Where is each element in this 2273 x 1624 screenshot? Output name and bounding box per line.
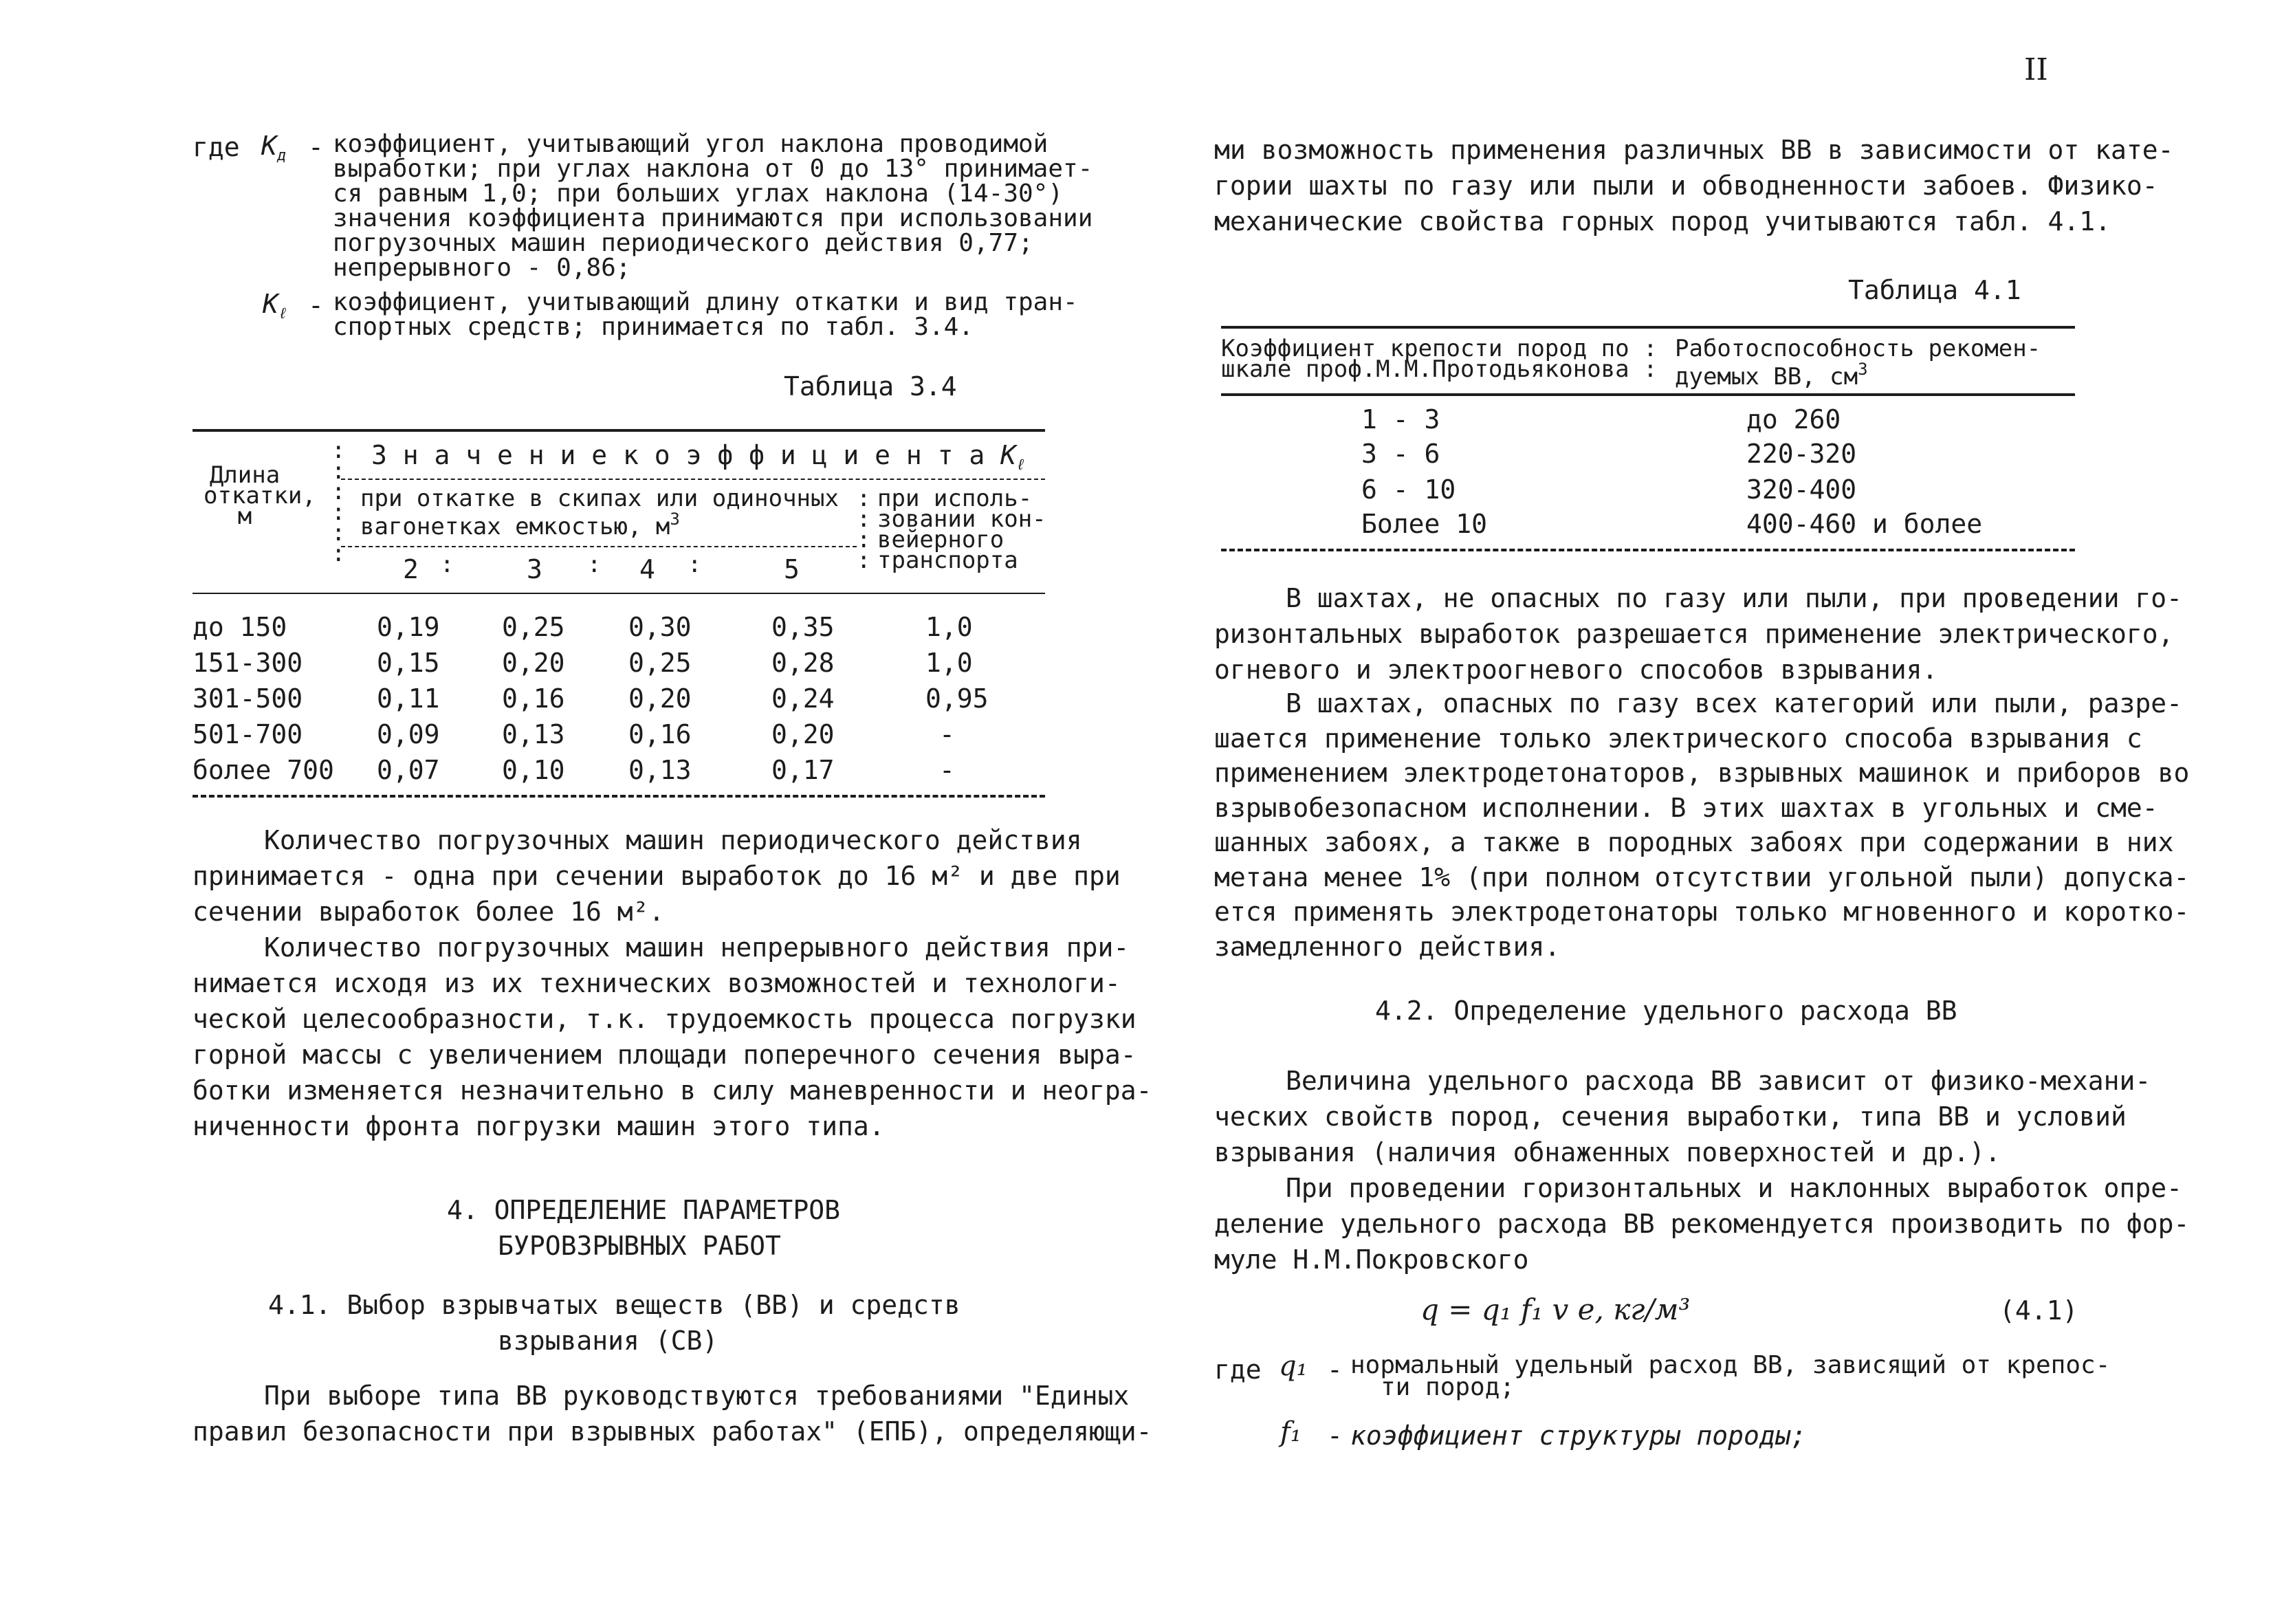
kd-symbol: $K_д$ — [261, 131, 287, 164]
table-title: Таблица 3.4 — [784, 371, 957, 402]
kl-dash: - — [308, 290, 324, 320]
table-top-rule — [1221, 326, 2075, 329]
table-title: Таблица 4.1 — [1848, 275, 2021, 305]
q1-dash: - — [1327, 1354, 1343, 1385]
def-line: непрерывного - 0,86; — [333, 254, 631, 282]
cell-value: 1,0 — [925, 648, 973, 678]
cell-hardness: 6 - 10 — [1361, 474, 1456, 505]
cell-hardness: 3 - 6 — [1361, 439, 1440, 469]
paragraph: Величина удельного расхода ВВ зависит от физико-механи- ческих свойств пород, сечения выработки, типа ВВ и условий взрывания (наличия обнаженных поверхностей и др.). — [1214, 1066, 2151, 1167]
paragraph: Количество погрузочных машин периодического действия принимается - одна при сечении выработок до 16 м² и две при сечении выработок более 16 м². — [193, 825, 1121, 927]
subsection-heading: 4.1. Выбор взрывчатых веществ (ВВ) и средств взрывания (СВ) — [268, 1290, 960, 1356]
cell-value: 0,25 — [628, 648, 692, 678]
cell-value: 0,16 — [502, 683, 565, 714]
def-line: коэффициент, учитывающий длину откатки и вид тран- — [333, 288, 1078, 316]
subsection-heading: 4.2. Определение удельного расхода ВВ — [1375, 996, 1957, 1026]
paragraph: В шахтах, опасных по газу всех категорий или пыли, разре- шается применение только электрического способа взрывания с применением электродетонаторов, взрывных машинок и приборов во взрывобезопасном исполнении. В этих шахтах в угольных и сме- шанных забоях, а также в породных забоях при содержании в них метана менее 1% (при полном отсутствии угольной пыли) допуска- ется применять электродетонаторы только мгновенного и коротко- замедленного действия. — [1214, 688, 2190, 962]
col-header-work: Работоспособность рекомен- дуемых ВВ, $см^3$ — [1675, 335, 2041, 391]
header-bottom-rule — [1221, 393, 2075, 396]
span-header: З н а ч е н и е к о э ф ф и ц и е н т а $K_\ell$ — [371, 440, 1026, 474]
cell-value: 0,24 — [771, 683, 835, 714]
def-line: значения коэффициента принимаются при использовании — [333, 204, 1093, 232]
cell-value: 0,16 — [628, 719, 692, 749]
cell-value: 0,13 — [628, 755, 692, 785]
formula-number: (4.1) — [1999, 1295, 2078, 1326]
cell-length: более 700 — [193, 755, 334, 785]
cell-value: 0,20 — [771, 719, 835, 749]
cell-work: 400-460 и более — [1746, 509, 1983, 539]
cell-value: 0,15 — [377, 648, 440, 678]
subcol-header: 5 — [784, 554, 800, 584]
page-number: II — [2024, 52, 2048, 87]
def-line: ся равным 1,0; при больших углах наклона (14-30°) — [333, 179, 1064, 208]
def-line: спортных средств; принимается по табл. 3.4. — [333, 313, 974, 341]
cell-hardness: Более 10 — [1361, 509, 1488, 539]
kd-dash: - — [308, 132, 324, 162]
cell-value: 0,35 — [771, 612, 835, 642]
table-top-rule — [193, 429, 1045, 432]
cell-value: 0,20 — [628, 683, 692, 714]
cell-work: 320-400 — [1746, 474, 1857, 505]
subcol-header: 2 — [403, 554, 419, 584]
cell-value: 0,09 — [377, 719, 440, 749]
paragraph: ми возможность применения различных ВВ в зависимости от кате- гории шахты по газу или пыли и обводненности забоев. Физико- механические свойства горных пород учитываются табл. 4.1. — [1214, 135, 2174, 237]
paragraph: Количество погрузочных машин непрерывного действия при- нимается исходя из их технических возможностей и технологи- ческой целесообразности, т.к. трудоемкость процесса погрузки горной массы с увеличением площади поперечного сечения выра- ботки изменяется незначительно в силу маневренности и неогра- ниченности фронта погрузки машин этого типа. — [193, 932, 1152, 1141]
conveyor-header: при исполь- зовании кон- вейерного транспорта — [877, 485, 1046, 574]
cell-length: до 150 — [193, 612, 287, 642]
cell-value: 0,10 — [502, 755, 565, 785]
cell-value: 0,19 — [377, 612, 440, 642]
cell-value: 0,17 — [771, 755, 835, 785]
cell-value: 0,25 — [502, 612, 565, 642]
cell-value: 1,0 — [925, 612, 973, 642]
cell-length: 501-700 — [193, 719, 303, 749]
kl-definition — [333, 290, 1078, 340]
cell-value: 0,07 — [377, 755, 440, 785]
skip-header: при откатке в скипах или одиночных вагонетках емкостью, $м^3$ — [360, 485, 839, 540]
def-line: коэффициент, учитывающий угол наклона проводимой — [333, 130, 1048, 158]
colon-separator: : : : : : : — [331, 437, 346, 567]
paragraph: В шахтах, не опасных по газу или пыли, при проведении го- ризонтальных выработок разрешается применение электрического, огневого и электроогневого способов взрывания. — [1214, 583, 2183, 685]
cell-value: 0,13 — [502, 719, 565, 749]
f1-definition: коэффициент структуры породы; — [1350, 1420, 1807, 1451]
colon-separator: : — [587, 551, 602, 578]
cell-value: 0,30 — [628, 612, 692, 642]
where-word: где — [193, 132, 240, 162]
cell-length: 301-500 — [193, 683, 303, 714]
kd-definition — [333, 132, 1092, 281]
def-line: погрузочных машин периодического действия 0,77; — [333, 229, 1033, 257]
q1-definition: нормальный удельный расход ВВ, зависящий от крепос- ти пород; — [1350, 1351, 2111, 1401]
cell-value: 0,28 — [771, 648, 835, 678]
cell-work: до 260 — [1746, 404, 1841, 435]
cell-value: 0,20 — [502, 648, 565, 678]
where-word: где — [1214, 1354, 1262, 1385]
formula: q = q₁ f₁ v e, кг/м³ — [1420, 1293, 1691, 1326]
def-line: выработки; при углах наклона от 0 до 13° принимает- — [333, 155, 1093, 183]
colon-separator: : — [440, 551, 454, 578]
header-bottom-rule — [193, 593, 1045, 594]
span-divider — [341, 479, 1045, 480]
col-header-hardness: Коэффициент крепости пород по : шкале проф.М.М.Протодьяконова : — [1221, 335, 1658, 383]
colon-separator: : — [688, 551, 702, 578]
cell-value: 0,11 — [377, 683, 440, 714]
skip-divider — [341, 546, 857, 547]
subcol-header: 4 — [639, 554, 655, 584]
cell-work: 220-320 — [1746, 439, 1857, 469]
cell-length: 151-300 — [193, 648, 303, 678]
f1-dash: - — [1327, 1420, 1343, 1451]
q1-symbol: q₁ — [1279, 1350, 1308, 1382]
cell-value: 0,95 — [925, 683, 989, 714]
subcol-header: 3 — [527, 554, 542, 584]
cell-value: - — [939, 755, 955, 785]
kl-symbol: $K_\ell$ — [263, 289, 288, 322]
table-bottom-rule — [193, 795, 1045, 798]
col-length-header: Длина откатки, м — [204, 461, 316, 530]
cell-hardness: 1 - 3 — [1361, 404, 1440, 435]
colon-separator: : : : : — [857, 485, 871, 574]
table-bottom-rule — [1221, 549, 2075, 551]
paragraph: При проведении горизонтальных и наклонных выработок опре- деление удельного расхода ВВ рекомендуется производить по фор- муле Н.М.Покровского — [1214, 1173, 2190, 1275]
section-heading: 4. ОПРЕДЕЛЕНИЕ ПАРАМЕТРОВ БУРОВЗРЫВНЫХ РАБОТ — [447, 1195, 840, 1261]
paragraph: При выборе типа ВВ руководствуются требованиями "Единых правил безопасности при взрывных работах" (ЕПБ), определяющи- — [193, 1381, 1152, 1447]
cell-value: - — [939, 719, 955, 749]
f1-symbol: f₁ — [1280, 1416, 1302, 1448]
